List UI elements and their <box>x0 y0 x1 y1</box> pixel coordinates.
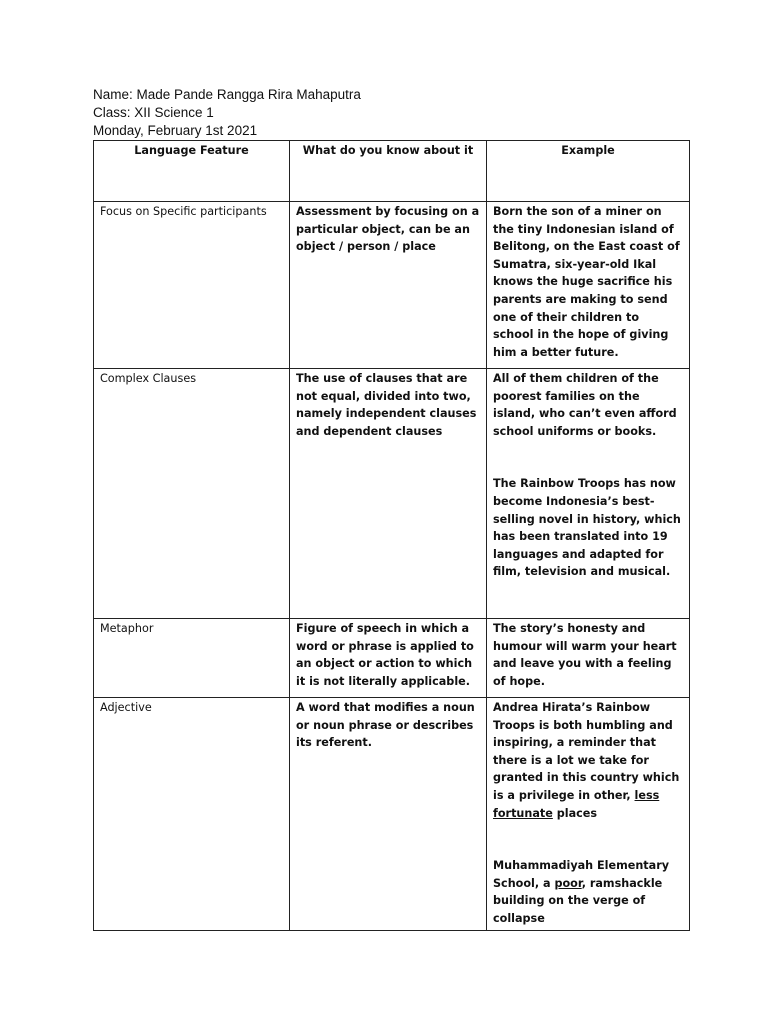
example-text-part: places <box>552 806 598 820</box>
example-text: The Rainbow Troops has now become Indonesia’s best-selling novel in history, which has been translated into 19 languages and adapted for film, television and musical. <box>493 477 681 579</box>
feature-cell: Metaphor <box>94 619 290 698</box>
feature-cell: Complex Clauses <box>94 369 290 619</box>
column-header-feature: Language Feature <box>94 141 290 202</box>
example-text-part: Andrea Hirata’s Rainbow Troops is both humbling and inspiring, a reminder that there is a lot we take for granted in this country which is a privilege in other, <box>493 701 680 802</box>
underlined-word: poor <box>554 876 582 890</box>
student-name: Name: Made Pande Rangga Rira Mahaputra <box>93 87 361 102</box>
table-row <box>94 369 690 619</box>
table-row <box>94 698 690 931</box>
example-cell <box>487 619 690 698</box>
document-header <box>93 86 361 140</box>
example-cell <box>487 698 690 931</box>
description-cell: Figure of speech in which a word or phrase is applied to an object or action to which it is not literally applicable. <box>290 619 487 698</box>
description-cell: A word that modifies a noun or noun phrase or describes its referent. <box>290 698 487 931</box>
description-cell: Assessment by focusing on a particular object, can be an object / person / place <box>290 202 487 369</box>
table-header-row <box>94 141 690 202</box>
language-feature-table <box>93 140 690 931</box>
table-row <box>94 202 690 369</box>
example-text-part: Muhammadiyah Elementary School, a <box>493 859 670 890</box>
example-text: All of them children of the poorest families on the island, who can’t even afford school uniforms or books. <box>493 372 677 438</box>
column-header-description: What do you know about it <box>290 141 487 202</box>
example-cell <box>487 202 690 369</box>
example-text-part: , ramshackle building on the verge of collapse <box>493 876 663 925</box>
feature-cell: Focus on Specific participants <box>94 202 290 369</box>
document-date: Monday, February 1st 2021 <box>93 123 258 138</box>
description-cell: The use of clauses that are not equal, divided into two, namely independent clauses and dependent clauses <box>290 369 487 619</box>
table-row <box>94 619 690 698</box>
example-cell <box>487 369 690 619</box>
example-text <box>493 857 683 927</box>
underlined-phrase: less fortunate <box>493 788 660 820</box>
feature-cell: Adjective <box>94 698 290 931</box>
example-text: Born the son of a miner on the tiny Indonesian island of Belitong, on the East coast of Sumatra, six-year-old Ikal knows the huge sacrifice his parents are making to send one of their children to school in the hope of giving him a better future. <box>493 205 680 359</box>
column-header-example: Example <box>487 141 690 202</box>
example-text: The story’s honesty and humour will warm your heart and leave you with a feeling of hope. <box>493 622 677 688</box>
student-class: Class: XII Science 1 <box>93 105 214 120</box>
example-text <box>493 699 683 822</box>
